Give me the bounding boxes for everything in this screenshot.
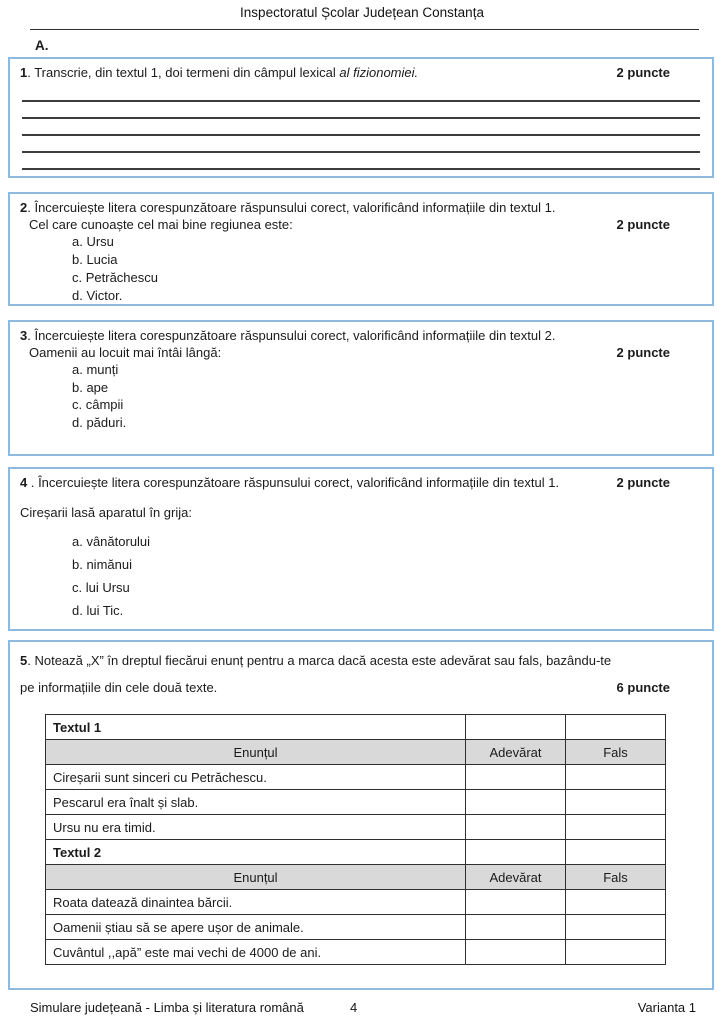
question-4-prompt: Cireșarii lasă aparatul în grija:: [20, 505, 192, 520]
option-d: d. păduri.: [72, 414, 127, 430]
title-divider: [30, 29, 699, 30]
table-row: [46, 765, 666, 790]
question-4-statement: 4 . Încercuiește litera corespunzătoare răspunsului corect, valorificând informațiile din textul 1.: [20, 475, 560, 490]
table-row: [46, 815, 666, 840]
answer-line: [22, 136, 700, 153]
question-5-box: [8, 640, 714, 990]
footer-variant: Varianta 1: [637, 1000, 696, 1015]
question-5-text-line2: pe informațiile din cele două texte. 6 puncte: [20, 674, 702, 701]
question-1-box: [8, 57, 714, 178]
table-header-row: [46, 740, 666, 765]
answer-cell-adevarat: [466, 890, 566, 915]
table-section-row: [46, 715, 666, 740]
column-header-statement: Enunțul: [46, 865, 466, 890]
statement-cell: Roata datează dinaintea bărcii.: [46, 890, 466, 915]
answer-cell-fals: [566, 815, 666, 840]
question-3-intro: 3. Încercuiește litera corespunzătoare răspunsului corect, valorificând informațiile din textul 2.: [20, 328, 556, 343]
question-number: 5: [20, 653, 28, 668]
option-a: a. vânătorului: [72, 534, 151, 549]
table-row: [46, 790, 666, 815]
answer-cell-adevarat: [466, 815, 566, 840]
question-3-options: [72, 361, 702, 431]
question-2-box: [8, 192, 714, 306]
column-header-statement: Enunțul: [46, 740, 466, 765]
question-1-italic-term: al fizionomiei.: [339, 65, 419, 80]
table-row: [46, 915, 666, 940]
question-number: 3: [20, 328, 28, 343]
page-title: Inspectoratul Școlar Județean Constanța: [240, 5, 484, 20]
answer-line: [22, 102, 700, 119]
table-row: [46, 890, 666, 915]
empty-cell: [466, 715, 566, 740]
column-header-true: Adevărat: [466, 865, 566, 890]
table-header-row: [46, 865, 666, 890]
points-badge: 2 puncte: [616, 475, 670, 490]
statement-cell: Cuvântul ,,apă” este mai vechi de 4000 de ani.: [46, 940, 466, 965]
question-number: 2: [20, 200, 28, 215]
footer-exam-name: Simulare județeană - Limba și literatura română: [30, 1000, 304, 1015]
option-b: b. ape: [72, 379, 109, 395]
column-header-false: Fals: [566, 740, 666, 765]
question-5-text-line1: 5. Notează „X” în dreptul fiecărui enunț pentru a marca dacă acesta este adevărat sau fals, bazându-te: [20, 653, 612, 668]
footer-page-number: 4: [350, 1000, 358, 1015]
option-d: d. Victor.: [72, 288, 123, 303]
section-label: A.: [35, 38, 49, 53]
question-number: 1: [20, 65, 28, 80]
column-header-true: Adevărat: [466, 740, 566, 765]
table-section-row: [46, 840, 666, 865]
option-a: a. Ursu: [72, 234, 114, 249]
question-3-prompt: Oamenii au locuit mai întâi lângă: 2 puncte: [29, 345, 670, 360]
question-4-options: [72, 534, 702, 618]
option-d: d. lui Tic.: [72, 603, 124, 618]
statement-cell: Oamenii știau să se apere ușor de animale.: [46, 915, 466, 940]
question-3-box: [8, 320, 714, 456]
option-b: b. Lucia: [72, 252, 118, 267]
answer-cell-fals: [566, 765, 666, 790]
points-badge: 2 puncte: [616, 65, 670, 80]
answer-cell-adevarat: [466, 765, 566, 790]
statement-cell: Cireșarii sunt sinceri cu Petrăchescu.: [46, 765, 466, 790]
question-1-statement: 1. Transcrie, din textul 1, doi termeni din câmpul lexical al fizionomiei.: [20, 65, 419, 80]
column-header-false: Fals: [566, 865, 666, 890]
question-4-intro: [20, 474, 702, 491]
empty-cell: [466, 840, 566, 865]
points-badge: 2 puncte: [616, 217, 670, 232]
question-2-prompt: Cel care cunoaște cel mai bine regiunea este: 2 puncte: [29, 217, 670, 232]
answer-cell-fals: [566, 890, 666, 915]
answer-line: [22, 119, 700, 136]
statement-cell: Ursu nu era timid.: [46, 815, 466, 840]
points-badge: 2 puncte: [616, 345, 670, 360]
answer-line: [22, 153, 700, 170]
true-false-table: [45, 714, 666, 965]
question-2-options: [72, 233, 702, 305]
empty-cell: [566, 715, 666, 740]
answer-cell-adevarat: [466, 915, 566, 940]
answer-cell-fals: [566, 940, 666, 965]
option-c: c. Petrăchescu: [72, 270, 158, 285]
statement-cell: Pescarul era înalt și slab.: [46, 790, 466, 815]
table-row: [46, 940, 666, 965]
question-number: 4: [20, 475, 28, 490]
question-1-text: [20, 64, 702, 81]
section-title: Textul 1: [46, 715, 466, 740]
option-b: b. nimănui: [72, 557, 132, 572]
option-a: a. munți: [72, 362, 119, 377]
answer-cell-fals: [566, 915, 666, 940]
option-c: c. câmpii: [72, 397, 124, 412]
answer-cell-fals: [566, 790, 666, 815]
answer-cell-adevarat: [466, 790, 566, 815]
points-badge: 6 puncte: [616, 680, 670, 695]
question-4-box: [8, 467, 714, 631]
question-2-intro: 2. Încercuiește litera corespunzătoare răspunsului corect, valorificând informațiile din textul 1.: [20, 200, 556, 215]
answer-cell-adevarat: [466, 940, 566, 965]
option-c: c. lui Ursu: [72, 580, 130, 595]
answer-line: [22, 81, 700, 102]
section-title: Textul 2: [46, 840, 466, 865]
empty-cell: [566, 840, 666, 865]
